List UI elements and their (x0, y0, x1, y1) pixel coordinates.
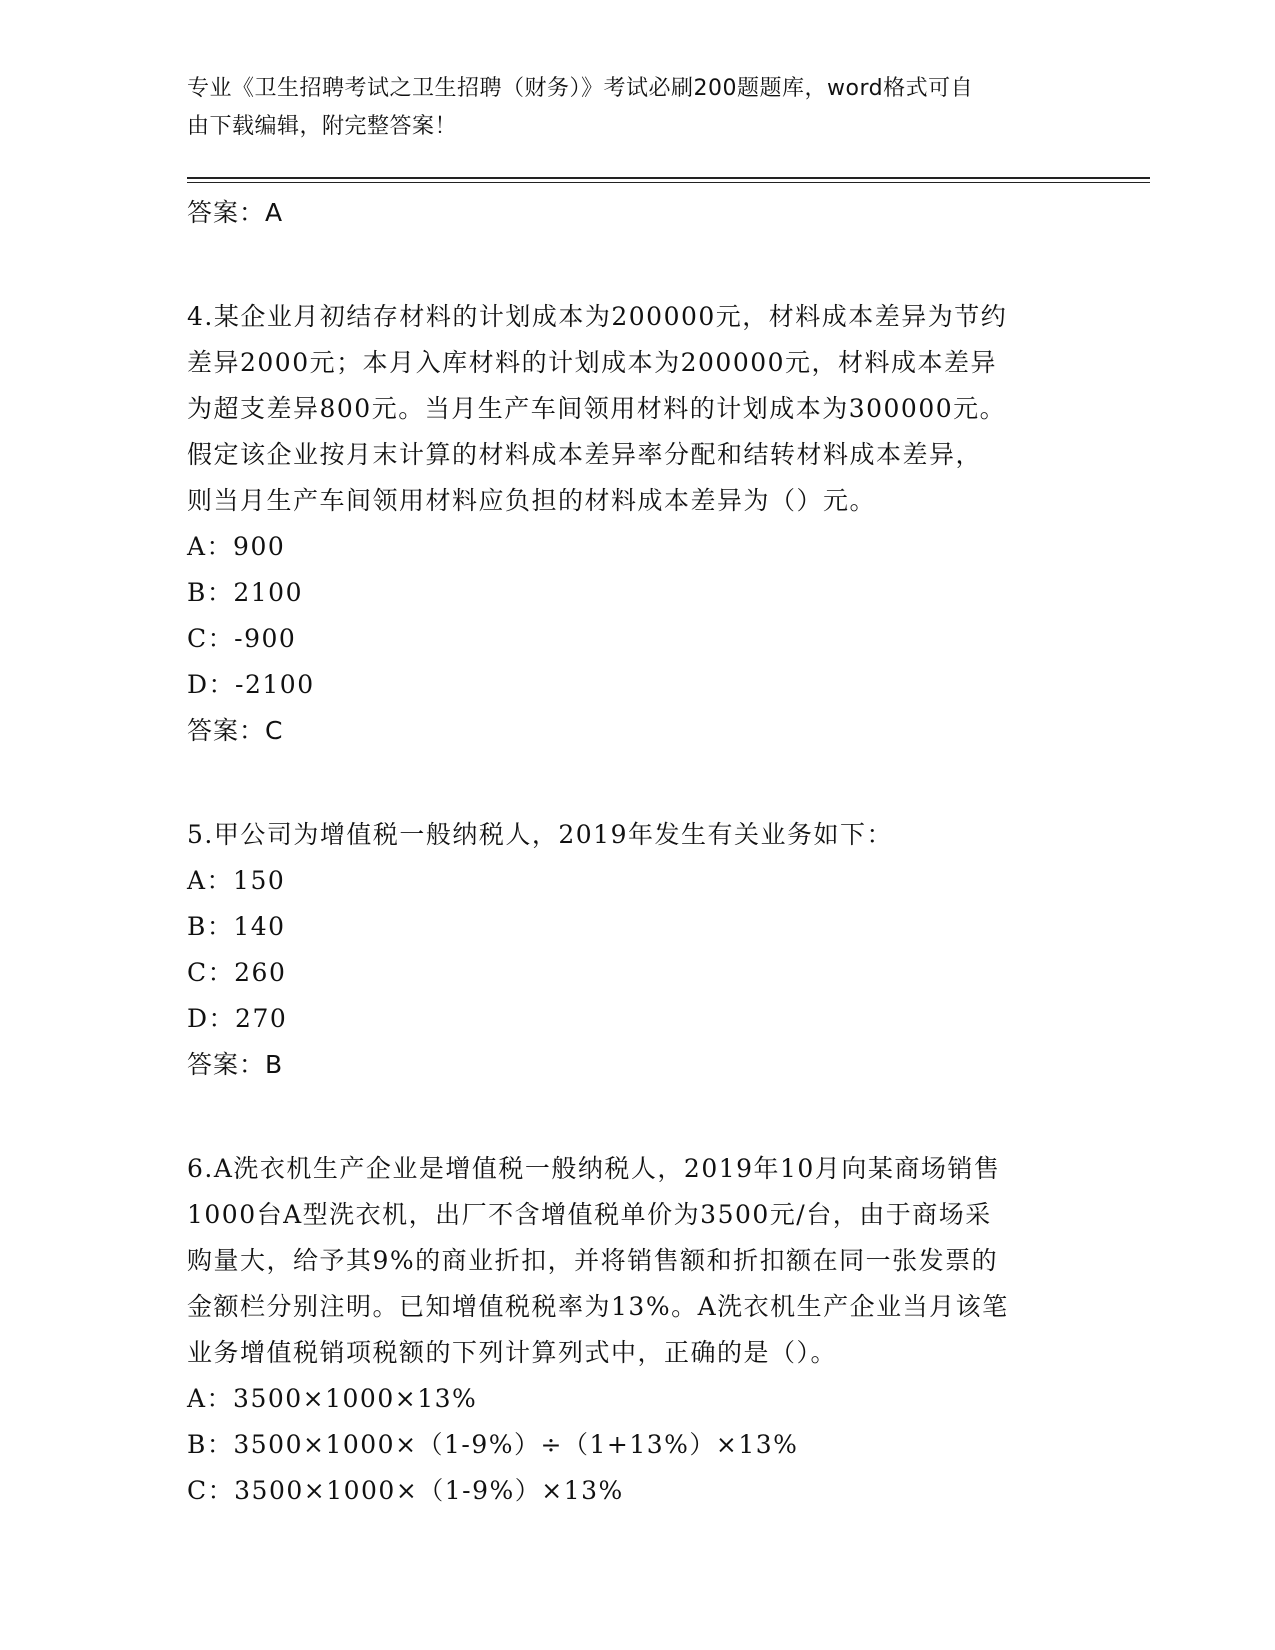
previous-answer: 答案：A (187, 198, 284, 227)
option-a: A：900 (187, 532, 286, 561)
option-b: B：140 (187, 912, 286, 941)
option-a: A：3500×1000×13% (187, 1384, 478, 1413)
question-5 (187, 812, 1087, 1088)
question-4 (187, 294, 1087, 754)
option-b: B：3500×1000×（1-9%）÷（1+13%）×13% (187, 1430, 799, 1459)
stem-line: 金额栏分别注明。已知增值税税率为13%。A洗衣机生产企业当月该笔 (187, 1292, 1009, 1321)
answer-line: 答案：C (187, 716, 284, 745)
stem-line: 6.A洗衣机生产企业是增值税一般纳税人，2019年10月向某商场销售 (187, 1154, 1001, 1183)
page-header (187, 70, 1067, 146)
question-stem (187, 1146, 1087, 1376)
stem-line: 5.甲公司为增值税一般纳税人，2019年发生有关业务如下： (187, 820, 893, 849)
option-c: C：3500×1000×（1-9%）×13% (187, 1476, 624, 1505)
stem-line: 假定该企业按月末计算的材料成本差异率分配和结转材料成本差异， (187, 440, 983, 469)
stem-line: 1000台A型洗衣机，出厂不含增值税单价为3500元/台，由于商场采 (187, 1200, 992, 1229)
header-line-2: 由下载编辑，附完整答案！ (187, 114, 458, 139)
stem-line: 则当月生产车间领用材料应负担的材料成本差异为（）元。 (187, 486, 877, 515)
option-a: A：150 (187, 866, 286, 895)
option-c: C：260 (187, 958, 287, 987)
document-body (187, 190, 1087, 1514)
option-b: B：2100 (187, 578, 303, 607)
question-stem (187, 294, 1087, 524)
stem-line: 业务增值税销项税额的下列计算列式中，正确的是（）。 (187, 1338, 838, 1367)
stem-line: 购量大，给予其9%的商业折扣，并将销售额和折扣额在同一张发票的 (187, 1246, 999, 1275)
stem-line: 4.某企业月初结存材料的计划成本为200000元，材料成本差异为节约 (187, 302, 1008, 331)
question-stem (187, 812, 1087, 858)
stem-line: 为超支差异800元。当月生产车间领用材料的计划成本为300000元。 (187, 394, 1007, 423)
stem-line: 差异2000元；本月入库材料的计划成本为200000元，材料成本差异 (187, 348, 998, 377)
answer-line: 答案：B (187, 1050, 284, 1079)
header-line-1: 专业《卫生招聘考试之卫生招聘（财务）》考试必刷200题题库，word格式可自 (187, 76, 974, 101)
option-d: D：270 (187, 1004, 288, 1033)
option-d: D：-2100 (187, 670, 315, 699)
question-6 (187, 1146, 1087, 1514)
header-divider (187, 177, 1150, 183)
option-c: C：-900 (187, 624, 297, 653)
